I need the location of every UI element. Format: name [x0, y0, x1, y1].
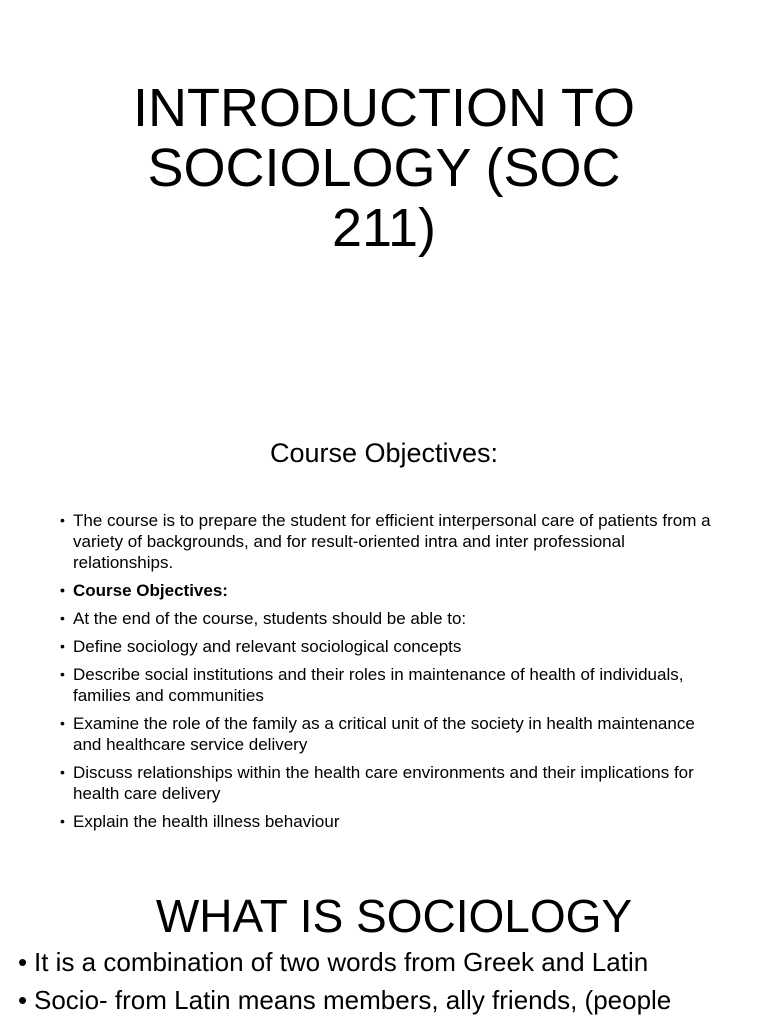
slide-title: [0, 78, 768, 258]
objective-item: • Define sociology and relevant sociological concepts: [60, 636, 720, 657]
objective-item: • Discuss relationships within the health care environments and their implications for health care delivery: [60, 762, 720, 804]
objective-item: • Explain the health illness behaviour: [60, 811, 720, 832]
title-line: SOCIOLOGY (SOC: [147, 138, 621, 198]
objectives-heading: Course Objectives:: [269, 438, 499, 468]
objective-subheading: • Course Objectives:: [60, 580, 720, 601]
objectives-list: [60, 510, 720, 839]
objective-item: • At the end of the course, students should be able to:: [60, 608, 720, 629]
definition-item: • It is a combination of two words from Greek and Latin: [18, 946, 763, 978]
section-heading: WHAT IS SOCIOLOGY: [155, 890, 633, 942]
title-line: INTRODUCTION TO: [132, 78, 635, 138]
definition-item: • Socio- from Latin means members, ally friends, (people: [18, 984, 763, 1016]
objective-item: • Describe social institutions and their roles in maintenance of health of individuals, families and communities: [60, 664, 720, 706]
objective-item: • Examine the role of the family as a critical unit of the society in health maintenance and healthcare service delivery: [60, 713, 720, 755]
definition-list: [18, 946, 763, 1022]
objective-item: • The course is to prepare the student for efficient interpersonal care of patients from a variety of backgrounds, and for result-oriented intra and inter professional relationships.: [60, 510, 720, 573]
title-line: 211): [331, 198, 437, 258]
